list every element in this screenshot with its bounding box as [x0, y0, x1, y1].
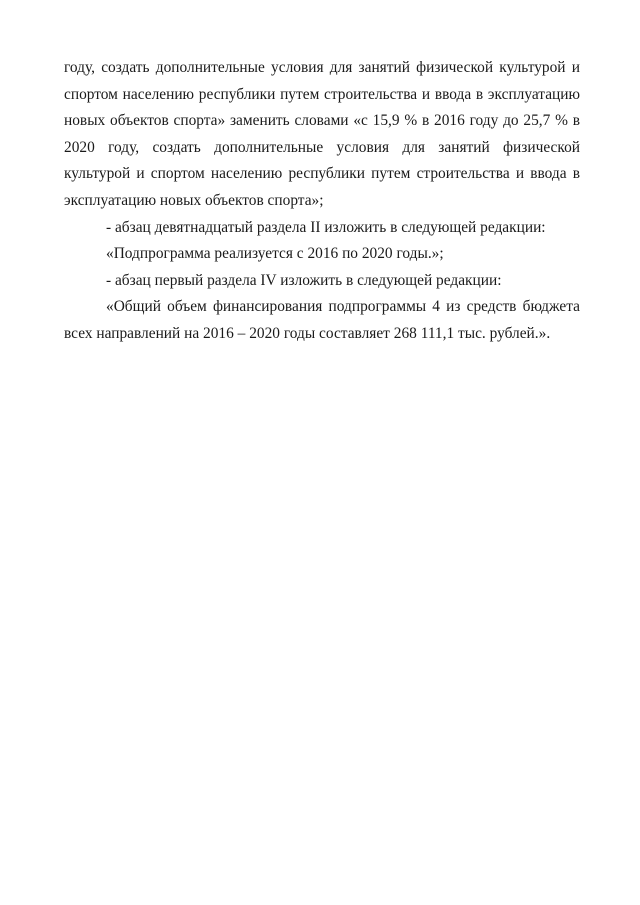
document-page [64, 55, 580, 348]
paragraph-continuation: году, создать дополнительные условия для занятий физической культурой и спортом населению республики путем строительства и ввода в эксплуатацию новых объектов спорта» заменить словами «с 15,9 % в 2016 году до 25,7 % в 2020 году, создать дополнительные условия для занятий физической культурой и спортом населению республики путем строительства и ввода в эксплуатацию новых объектов спорта»; [64, 59, 580, 209]
paragraph-quote-financing: «Общий объем финансирования подпрограммы 4 из средств бюджета всех направлений на 2016 – 2020 годы составляет 268 111,1 тыс. рублей.». [64, 298, 580, 342]
paragraph-amendment-section-2: - абзац девятнадцатый раздела II изложить в следующей редакции: [106, 218, 546, 236]
paragraph-quote-period: «Подпрограмма реализуется с 2016 по 2020 годы.»; [106, 245, 444, 263]
paragraph-amendment-section-4: - абзац первый раздела IV изложить в следующей редакции: [106, 271, 502, 289]
